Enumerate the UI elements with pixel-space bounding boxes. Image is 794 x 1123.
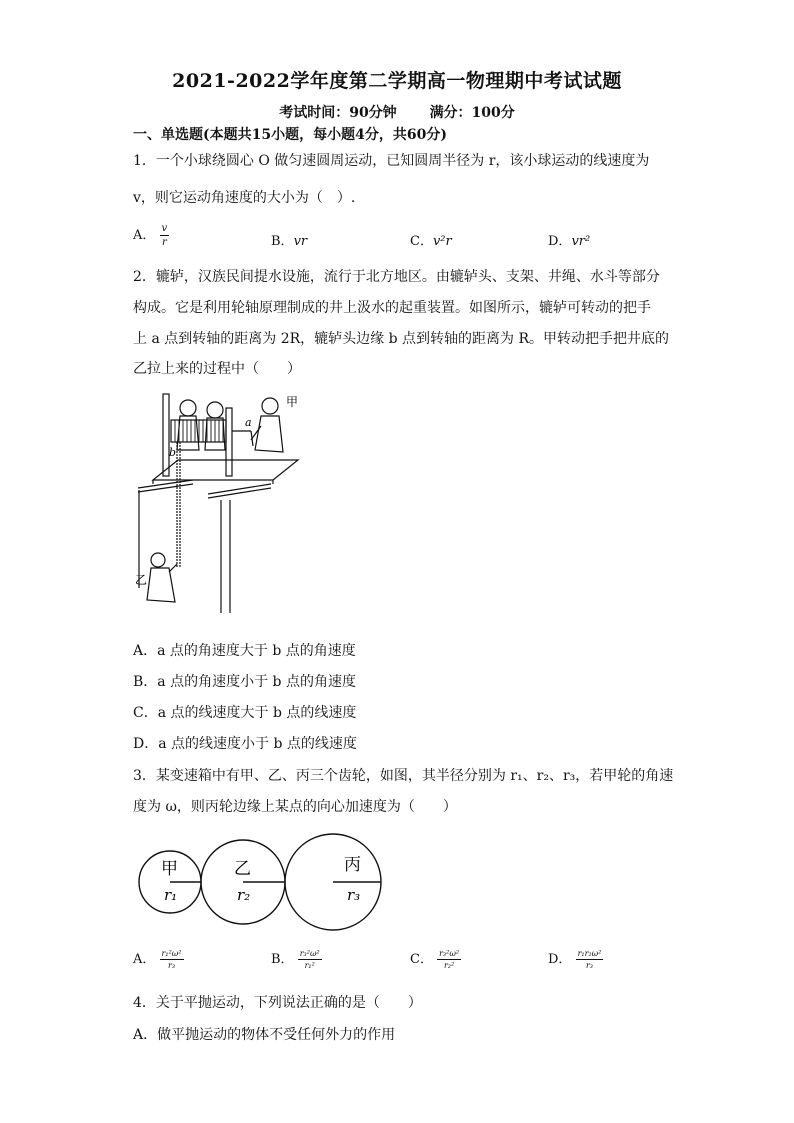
q1-line2: v，则它运动角速度的大小为（ ）. xyxy=(133,190,356,206)
exam-info xyxy=(0,102,794,122)
gear-bing-radius: r₃ xyxy=(347,886,361,904)
q3-option-d: D． $\frac{\text{r₁r₂ω²}}{\text{r₃}}$ xyxy=(548,949,602,970)
person-jia-body xyxy=(255,416,283,452)
full-score: 满分：100分 xyxy=(429,105,515,121)
gear-yi-name: 乙 xyxy=(234,859,251,879)
person-yi-head xyxy=(151,553,165,567)
q2-line2: 构成。它是利用轮轴原理制成的井上汲水的起重装置。如图所示，辘轳可转动的把手 xyxy=(133,300,651,316)
q3-line2: 度为 ω，则丙轮边缘上某点的向心加速度为（ ） xyxy=(133,799,457,815)
section-title: 一、单选题(本题共15小题，每小题4分，共60分) xyxy=(133,127,447,143)
q3-option-a: A． $\frac{\text{r₁²ω²}}{\text{r₃}}$ xyxy=(133,949,182,970)
left-post xyxy=(163,394,169,476)
q1-option-d: D．vr² xyxy=(548,234,591,249)
rope-coils xyxy=(175,420,223,442)
q2-option-b: B．a 点的角速度小于 b 点的角速度 xyxy=(133,674,356,690)
q1-option-a: A． $\frac{v}{r}$ xyxy=(133,223,168,248)
page-title: 2021-2022学年度第二学期高一物理期中考试试题 xyxy=(172,70,622,92)
q4-line1: 4．关于平抛运动，下列说法正确的是（ ） xyxy=(133,995,422,1011)
q3-line1: 3．某变速箱中有甲、乙、丙三个齿轮，如图，其半径分别为 r₁、r₂、r₃，若甲轮的角速 xyxy=(133,768,674,784)
person-jia-head xyxy=(262,398,278,414)
q3-option-b: B． $\frac{\text{r₃²ω²}}{\text{r₁²}}$ xyxy=(271,949,320,970)
gear-jia-radius: r₁ xyxy=(164,886,178,904)
q4-option-a: A．做平抛运动的物体不受任何外力的作用 xyxy=(133,1027,396,1043)
q3-option-c: C． $\frac{\text{r₃²ω²}}{\text{r₂²}}$ xyxy=(410,949,460,970)
gear-bing-name: 丙 xyxy=(344,855,361,875)
q2-line3: 上 a 点到转轴的距离为 2R，辘轳头边缘 b 点到转轴的距离为 R。甲转动把手把井底的 xyxy=(133,331,669,347)
q2-line4: 乙拉上来的过程中（ ） xyxy=(133,361,301,377)
q2-line1: 2．辘轳，汉族民间提水设施，流行于北方地区。由辘轳头、支架、井绳、水斗等部分 xyxy=(133,269,660,285)
q1-line1: 1．一个小球绕圆心 O 做匀速圆周运动，已知圆周半径为 r，该小球运动的线速度为 xyxy=(133,153,650,169)
windlass-figure xyxy=(133,388,308,613)
q2-option-c: C．a 点的线速度大于 b 点的线速度 xyxy=(133,705,357,721)
gear-jia-name: 甲 xyxy=(161,859,178,879)
q1-option-b: B．vr xyxy=(271,234,308,249)
gear-yi-radius: r₂ xyxy=(237,886,251,904)
q2-option-a: A．a 点的角速度大于 b 点的角速度 xyxy=(133,643,356,659)
label-jia: 甲 xyxy=(286,395,299,409)
q2-option-d: D．a 点的线速度小于 b 点的线速度 xyxy=(133,736,357,752)
label-b: b xyxy=(169,446,177,459)
right-post xyxy=(226,408,232,476)
exam-time: 考试时间：90分钟 xyxy=(279,105,397,121)
label-a: a xyxy=(245,416,252,429)
q1-option-c: C．v²r xyxy=(410,234,452,249)
gears-figure xyxy=(133,832,388,932)
person-yi-body xyxy=(147,568,175,602)
label-yi: 乙 xyxy=(135,573,148,587)
